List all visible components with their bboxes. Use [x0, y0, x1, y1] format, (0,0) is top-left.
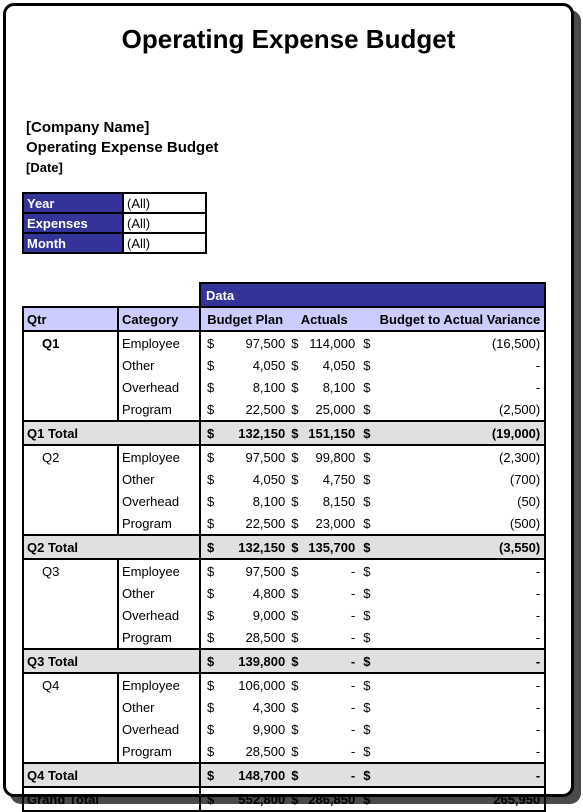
budget-currency: $ — [200, 354, 214, 376]
variance-currency: $ — [359, 763, 371, 787]
filter-label: Year — [23, 193, 123, 213]
quarter-label[interactable]: Q1 — [23, 331, 118, 421]
variance-header: Budget to Actual Variance — [359, 307, 545, 331]
category-cell: Program — [118, 626, 200, 649]
actual-currency: $ — [289, 535, 301, 559]
budget-currency: $ — [200, 740, 214, 763]
category-field-button[interactable]: Category — [118, 307, 200, 331]
variance-currency: $ — [363, 401, 371, 417]
variance-currency: $ — [359, 787, 371, 811]
variance-cell: - — [371, 696, 545, 718]
actual-currency: $ — [289, 421, 301, 445]
variance-total: (3,550) — [371, 535, 545, 559]
variance-total: - — [371, 763, 545, 787]
budget-total: 148,700 — [214, 763, 289, 787]
actual-grand-total: 286,850 — [301, 787, 359, 811]
variance-cell: - — [371, 718, 545, 740]
variance-currency: $ — [363, 585, 371, 601]
budget-currency: $ — [200, 649, 214, 673]
budget-currency: $ — [200, 398, 214, 421]
budget-currency: $ — [200, 582, 214, 604]
quarter-label[interactable]: Q3 — [23, 559, 118, 649]
filter-row-month — [23, 233, 206, 253]
actual-cell: 25,000 — [315, 401, 356, 417]
variance-currency: $ — [363, 607, 371, 623]
budget-currency: $ — [200, 787, 214, 811]
actual-cell: 4,750 — [322, 471, 356, 487]
budget-cell: 8,100 — [252, 493, 286, 509]
actual-total: - — [301, 649, 359, 673]
actuals-header: Actuals — [289, 307, 359, 331]
actual-cell: 114,000 — [309, 335, 356, 351]
budget-currency: $ — [200, 331, 214, 354]
budget-cell: 22,500 — [245, 401, 286, 417]
filter-label: Month — [23, 233, 123, 253]
filter-row-expenses — [23, 213, 206, 233]
actual-currency: $ — [291, 699, 299, 715]
variance-currency: $ — [359, 421, 371, 445]
budget-currency: $ — [200, 421, 214, 445]
category-cell: Program — [118, 512, 200, 535]
budget-cell: 28,500 — [245, 629, 286, 645]
page-title: Operating Expense Budget — [121, 24, 456, 54]
actual-currency: $ — [291, 357, 299, 373]
total-label: Q3 Total — [23, 649, 200, 673]
filter-label: Expenses — [23, 213, 123, 233]
budget-cell: 4,800 — [252, 585, 286, 601]
budget-cell: 97,500 — [245, 563, 286, 579]
variance-cell: (2,500) — [371, 398, 545, 421]
quarter-label[interactable]: Q2 — [23, 445, 118, 535]
actual-cell: 8,100 — [322, 379, 356, 395]
variance-cell: - — [371, 376, 545, 398]
category-cell: Overhead — [118, 376, 200, 398]
variance-cell: - — [371, 354, 545, 376]
budget-currency: $ — [200, 696, 214, 718]
variance-currency: $ — [363, 335, 371, 351]
blank-corner — [23, 283, 200, 307]
variance-cell: - — [371, 740, 545, 763]
actual-cell: 99,800 — [315, 449, 356, 465]
actual-currency: $ — [291, 515, 299, 531]
budget-currency: $ — [200, 559, 214, 582]
total-label: Q2 Total — [23, 535, 200, 559]
variance-cell: - — [371, 626, 545, 649]
total-label: Q1 Total — [23, 421, 200, 445]
budget-currency: $ — [200, 512, 214, 535]
actual-currency: $ — [291, 379, 299, 395]
variance-cell: - — [371, 673, 545, 696]
budget-currency: $ — [200, 445, 214, 468]
variance-currency: $ — [363, 563, 371, 579]
total-label: Q4 Total — [23, 763, 200, 787]
actual-currency: $ — [289, 649, 301, 673]
category-cell: Overhead — [118, 490, 200, 512]
category-cell: Other — [118, 582, 200, 604]
actual-currency: $ — [291, 677, 299, 693]
company-name: [Company Name] — [26, 119, 150, 136]
quarter-total-row — [23, 763, 545, 787]
budget-cell: 4,300 — [252, 699, 286, 715]
budget-currency: $ — [200, 718, 214, 740]
filter-table — [22, 192, 207, 254]
variance-currency: $ — [363, 677, 371, 693]
pivot-table — [22, 282, 546, 812]
variance-cell: - — [371, 604, 545, 626]
budget-total: 132,150 — [214, 421, 289, 445]
quarter-total-row — [23, 421, 545, 445]
actual-cell: - — [350, 629, 356, 645]
date-label: [Date] — [26, 160, 63, 175]
actual-total: - — [301, 763, 359, 787]
budget-cell: 22,500 — [245, 515, 286, 531]
actual-currency: $ — [291, 721, 299, 737]
budget-cell: 9,000 — [252, 607, 286, 623]
quarter-total-row — [23, 649, 545, 673]
table-row — [23, 559, 545, 582]
actual-cell: - — [350, 563, 356, 579]
filter-dropdown-month[interactable]: (All) — [123, 233, 206, 253]
budget-cell: 28,500 — [245, 743, 286, 759]
actual-cell: - — [350, 607, 356, 623]
filter-dropdown-expenses[interactable]: (All) — [123, 213, 206, 233]
actual-cell: 8,150 — [322, 493, 356, 509]
budget-cell: 97,500 — [245, 449, 286, 465]
variance-currency: $ — [359, 535, 371, 559]
variance-cell: (16,500) — [371, 331, 545, 354]
budget-currency: $ — [200, 468, 214, 490]
grand-total-label: Grand Total — [23, 787, 200, 811]
actual-cell: - — [350, 585, 356, 601]
budget-cell: 9,900 — [252, 721, 286, 737]
actual-cell: 4,050 — [322, 357, 356, 373]
actual-currency: $ — [291, 449, 299, 465]
budget-currency: $ — [200, 376, 214, 398]
actual-total: 151,150 — [301, 421, 359, 445]
variance-currency: $ — [363, 493, 371, 509]
variance-cell: - — [371, 582, 545, 604]
quarter-label[interactable]: Q4 — [23, 673, 118, 763]
data-field-button[interactable]: Data — [200, 283, 545, 307]
variance-currency: $ — [363, 699, 371, 715]
actual-cell: - — [350, 699, 356, 715]
table-row — [23, 331, 545, 354]
budget-cell: 4,050 — [252, 357, 286, 373]
variance-currency: $ — [363, 449, 371, 465]
actual-cell: - — [350, 721, 356, 737]
actual-currency: $ — [289, 787, 301, 811]
category-cell: Overhead — [118, 604, 200, 626]
actual-cell: 23,000 — [315, 515, 356, 531]
table-row — [23, 673, 545, 696]
category-cell: Employee — [118, 331, 200, 354]
budget-currency: $ — [200, 763, 214, 787]
filter-row-year — [23, 193, 206, 213]
actual-cell: - — [350, 677, 356, 693]
actual-currency: $ — [291, 563, 299, 579]
variance-cell: (500) — [371, 512, 545, 535]
category-cell: Employee — [118, 445, 200, 468]
variance-total: - — [371, 649, 545, 673]
actual-currency: $ — [291, 401, 299, 417]
actual-currency: $ — [291, 493, 299, 509]
budget-subtitle: Operating Expense Budget — [26, 139, 219, 156]
variance-currency: $ — [363, 743, 371, 759]
actual-currency: $ — [291, 585, 299, 601]
actual-currency: $ — [291, 629, 299, 645]
variance-currency: $ — [363, 357, 371, 373]
budget-total: 139,800 — [214, 649, 289, 673]
filter-dropdown-year[interactable]: (All) — [123, 193, 206, 213]
budget-currency: $ — [200, 535, 214, 559]
category-cell: Program — [118, 398, 200, 421]
variance-currency: $ — [359, 649, 371, 673]
actual-currency: $ — [291, 743, 299, 759]
actual-total: 135,700 — [301, 535, 359, 559]
budget-total: 132,150 — [214, 535, 289, 559]
category-cell: Overhead — [118, 718, 200, 740]
actual-currency: $ — [291, 607, 299, 623]
budget-currency: $ — [200, 604, 214, 626]
budget-plan-header: Budget Plan — [200, 307, 289, 331]
budget-cell: 106,000 — [238, 677, 286, 693]
variance-cell: (700) — [371, 468, 545, 490]
category-cell: Employee — [118, 673, 200, 696]
page-frame — [3, 3, 574, 807]
budget-currency: $ — [200, 626, 214, 649]
data-header-row — [23, 283, 545, 307]
variance-currency: $ — [363, 515, 371, 531]
budget-grand-total: 552,800 — [214, 787, 289, 811]
actual-cell: - — [350, 743, 356, 759]
table-row — [23, 445, 545, 468]
qtr-field-button[interactable]: Qtr — [23, 307, 118, 331]
budget-cell: 97,500 — [245, 335, 286, 351]
variance-currency: $ — [363, 629, 371, 645]
variance-grand-total: 265,950 — [371, 787, 545, 811]
variance-cell: - — [371, 559, 545, 582]
budget-cell: 8,100 — [252, 379, 286, 395]
grand-total-row — [23, 787, 545, 811]
actual-currency: $ — [291, 471, 299, 487]
variance-cell: (50) — [371, 490, 545, 512]
variance-total: (19,000) — [371, 421, 545, 445]
budget-currency: $ — [200, 490, 214, 512]
column-header-row — [23, 307, 545, 331]
category-cell: Other — [118, 468, 200, 490]
variance-currency: $ — [363, 471, 371, 487]
variance-cell: (2,300) — [371, 445, 545, 468]
variance-currency: $ — [363, 379, 371, 395]
quarter-total-row — [23, 535, 545, 559]
category-cell: Employee — [118, 559, 200, 582]
category-cell: Program — [118, 740, 200, 763]
budget-cell: 4,050 — [252, 471, 286, 487]
category-cell: Other — [118, 696, 200, 718]
actual-currency: $ — [289, 763, 301, 787]
category-cell: Other — [118, 354, 200, 376]
budget-currency: $ — [200, 673, 214, 696]
actual-currency: $ — [291, 335, 299, 351]
variance-currency: $ — [363, 721, 371, 737]
